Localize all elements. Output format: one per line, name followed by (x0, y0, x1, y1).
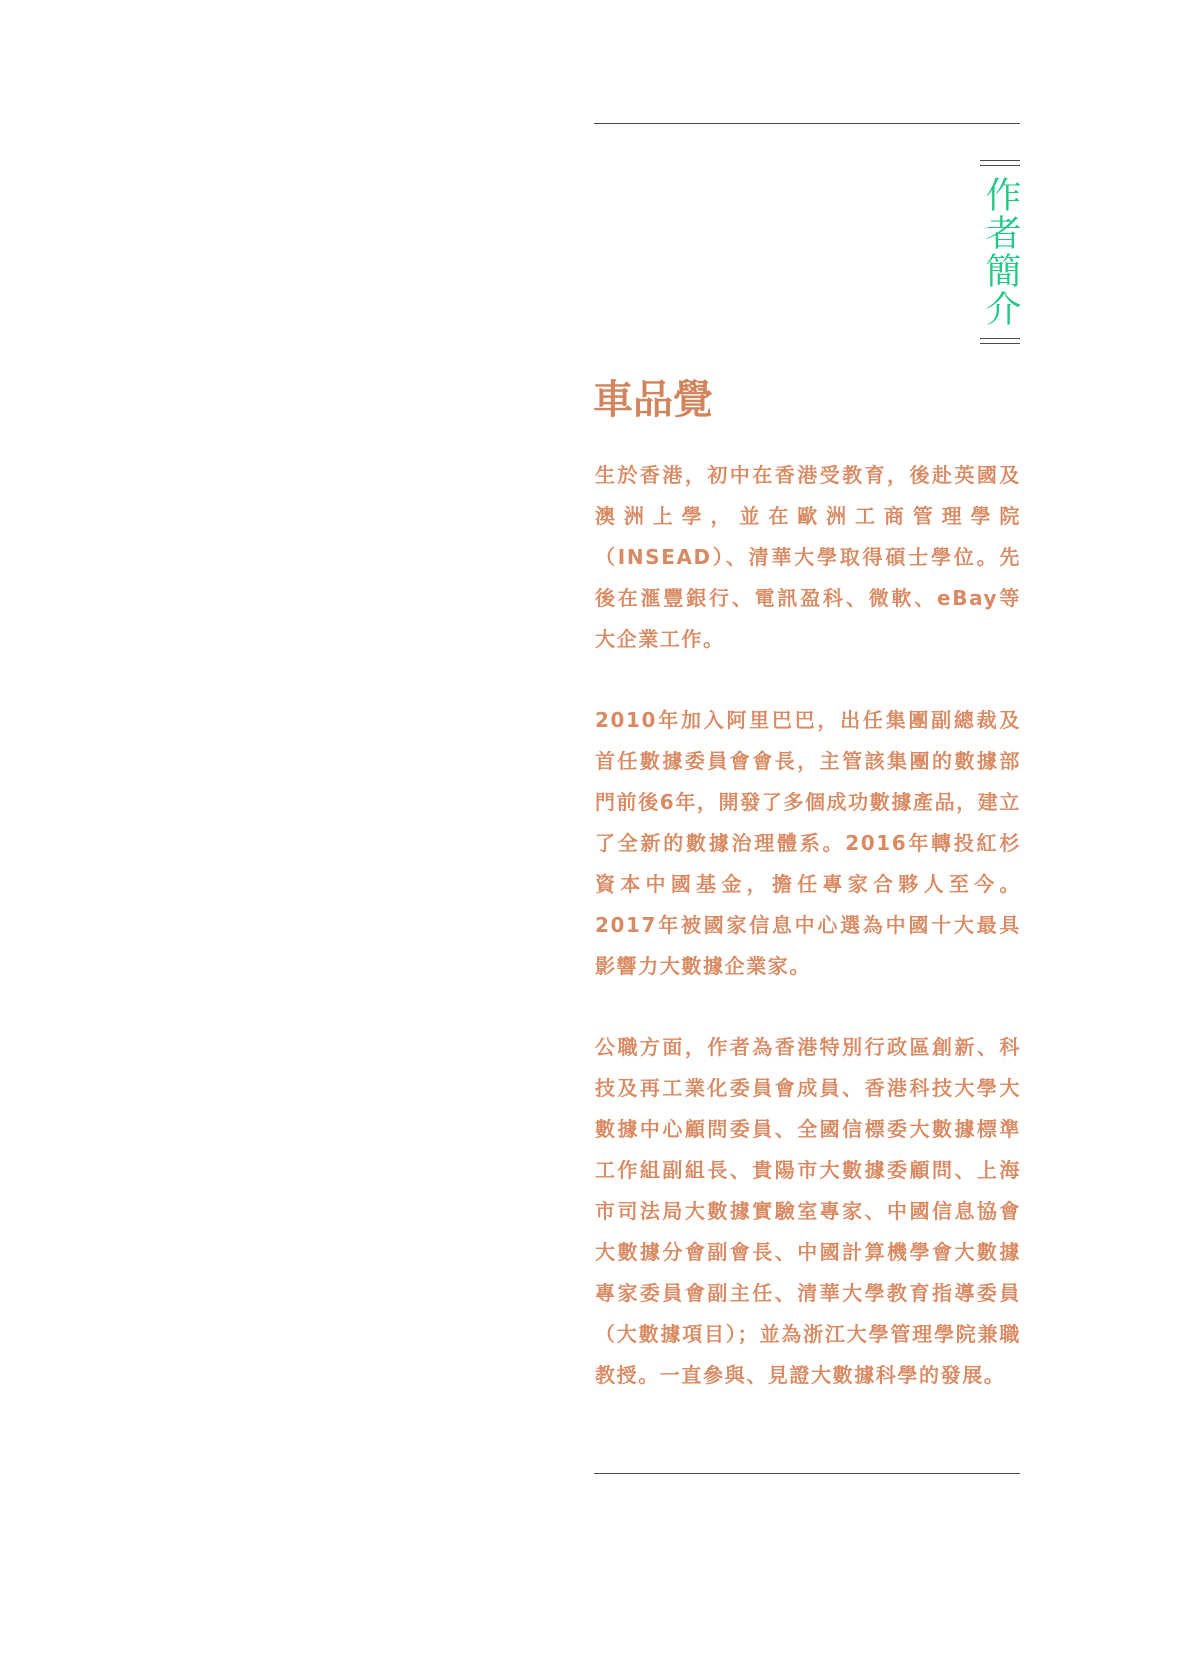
bio-paragraph-education: 生於香港，初中在香港受教育，後赴英國及澳洲上學，並在歐洲工商管理學院（INSEAD）、清華大學取得碩士學位。先後在滙豐銀行、電訊盈科、微軟、eBay等大企業工作。 (595, 463, 1021, 651)
author-name: 車品覺 (593, 376, 713, 423)
section-label-bottom-lines (980, 338, 1020, 344)
author-bio (595, 455, 1021, 1436)
bio-paragraph-public-service: 公職方面，作者為香港特別行政區創新、科技及再工業化委員會成員、香港科技大學大數據中心顧問委員、全國信標委大數據標準工作組副組長、貴陽市大數據委顧問、上海市司法局大數據實驗室專家、中國信息協會大數據分會副會長、中國計算機學會大數據專家委員會副主任、清華大學教育指導委員（大數據項目）；並為浙江大學管理學院兼職教授。一直參與、見證大數據科學的發展。 (595, 1035, 1021, 1387)
section-title: 作者簡介 (980, 176, 1021, 328)
section-label-top-lines (980, 160, 1020, 166)
bio-paragraph-career: 2010年加入阿里巴巴，出任集團副總裁及首任數據委員會會長，主管該集團的數據部門前後6年，開發了多個成功數據產品，建立了全新的數據治理體系。2016年轉投紅杉資本中國基金，擔任專家合夥人至今。2017年被國家信息中心選為中國十大最具影響力大數據企業家。 (595, 708, 1021, 978)
section-label (978, 160, 1022, 344)
bottom-rule (594, 1473, 1020, 1474)
top-rule (594, 123, 1020, 124)
